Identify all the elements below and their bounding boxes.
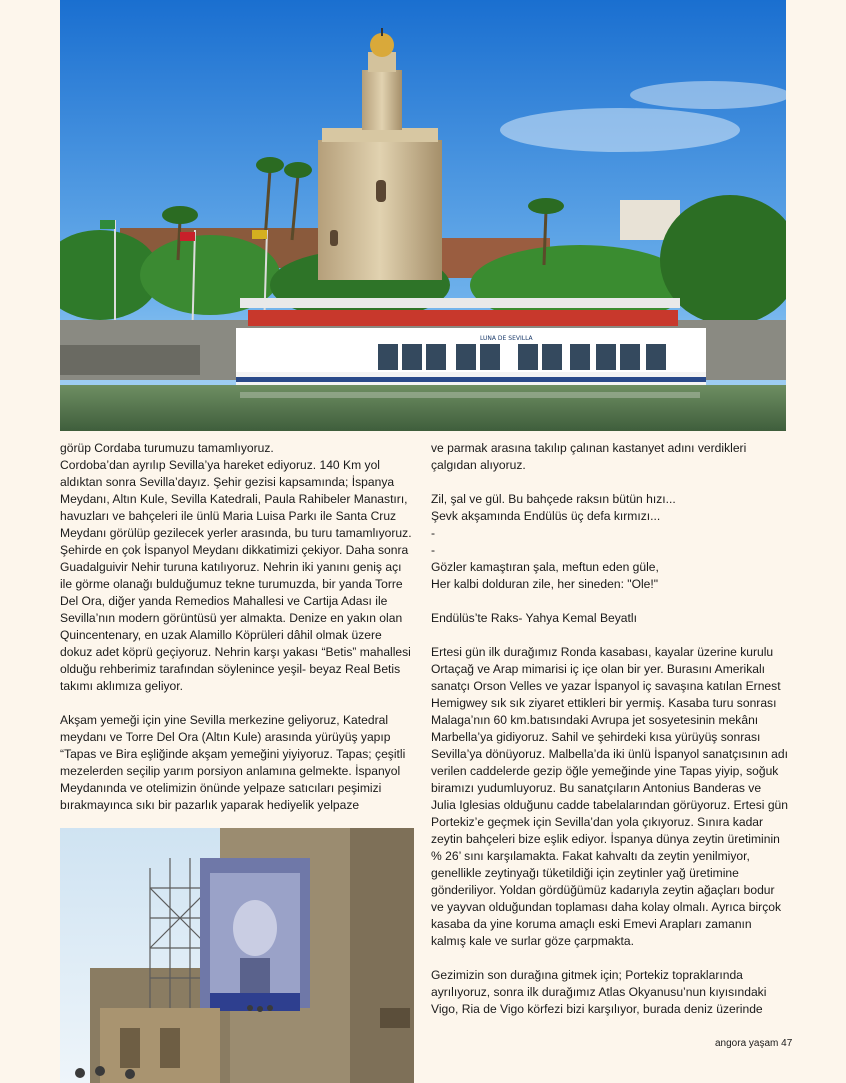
paragraph: Ertesi gün ilk durağımız Ronda kasabası, kayalar üzerine kurulu Ortaçağ ve Arap mimarisi iç içe olan bir yer. Burasını Amerikalı sanatçı Orson Velles ve yazar İspanyol iç savaşına katılan Ernest Hemigwey sık sık ziyaret ettikleri bir yermiş. Kasaba turu sonrası Malaga’nın 60 km.batısındaki Avrupa jet sosyetesinin mekânı Marbella’ya gidiyoruz. Sahil ve şehirdeki kısa yürüyüş sonrası Sevilla’ya dönüyoruz. Malbella’da iki ünlü İspanyol sanatçısının adı verilen caddelerde gezip öğle yemeğinde yine Tapas yiyip, soğuk biramızı yudumluyoruz. Bu sanatçıların Antonius Banderas ve Julia Iglesias olduğunu cadde tabelalarından görüyoruz. Ertesi gün Portekiz’e geçmek için Sevilla’dan yola çıkıyoruz. Sınıra kadar zeytin bahçeleri bize eşlik ediyor. İspanya dünya zeytin üretiminin % 26’ sını karşılamakta. Fakat kahvaltı da zeytin yenilmiyor, genellikle zeytinyağı tüketildiği için zeytinler yağ üretimine gönderiliyor. Yoldan gördüğümüz kadarıyla zeytin ağaçları bodur ve yayvan olduğundan toplaması daha kolay olmalı. Ayrıca birçok kasaba da yine koruma amaçlı eski Emevi Arapları zamanın kalmış kale ve surlar göze çarpmakta. [431, 645, 789, 948]
page-footer [715, 1038, 792, 1049]
paragraph-gap [431, 593, 789, 610]
poem-attribution: Endülüs’te Raks- Yahya Kemal Beyatlı [431, 611, 637, 625]
paragraph-gap [431, 950, 789, 967]
page-number: 47 [781, 1038, 793, 1049]
poem-line: Şevk akşamında Endülüs üç defa kırmızı... [431, 509, 661, 523]
paragraph: Cordoba’dan ayrılıp Sevilla’ya hareket ediyoruz. 140 Km yol aldıktan sonra Sevilla’dayız. Şehir gezisi kapsamında; İspanya Meydanı, Altın Kule, Sevilla Katedrali, Paula Rahibeler Manastırı, havuzları ve bahçeleri ile ünlü Maria Luisa Parkı ile Santa Cruz Meydanı görülüp gezilecek yerler arasında, bu turu tamamlıyoruz. Şehirde en çok İspanyol Meydanı dikkatimizi çekiyor. Daha sonra Guadalguivir Nehir turuna katılıyoruz. Nehrin iki yanını geniş açı ile görme olanağı bulduğumuz tekne turumuzda, bir yanda Torre Del Ora, diğer yanda Remedios Mahallesi ve Cartija Adası ile Sevilla’nın modern görüntüsü yer almakta. Denize en yakın olan Quincentenary, en uzak Alamillo Köprüleri dâhil olmak üzere dokuz adet köprü geçiyoruz. Nehrin karşı yakası “Betis” mahallesi olduğu rehberimiz tarafından söylenince yeşil- beyaz Real Betis takımı aklımıza geliyor. [60, 458, 412, 693]
paragraph-gap [431, 474, 789, 491]
paragraph: görüp Cordaba turumuzu tamamlıyoruz. [60, 441, 274, 455]
poem-line: - [431, 526, 436, 540]
boat-name-label: LUNA DE SEVILLA [480, 335, 533, 342]
poem-line: - [431, 543, 436, 557]
paragraph: Gezimizin son durağına gitmek için; Portekiz topraklarında ayrılıyoruz, sonra ilk durağımız Atlas Okyanusu’nun kıyısındaki Vigo, Ria de Vigo körfezi bizi karşılıyor, burada deniz üzerinde [431, 968, 767, 1016]
paragraph: Akşam yemeği için yine Sevilla merkezine geliyoruz, Katedral meydanı ve Torre Del Ora (Altın Kule) arasında yürüyüş yapıp “Tapas ve Bira eşliğinde akşam yemeğini yiyiyoruz. Tapas; çeşitli mezelerden seçilip yarım porsiyon anlamına gelmekte. İspanyol Meydanında ve otelimizin önünde yelpaze satıcıları peşimizi bırakmayınca sıkı bir pazarlık yaparak hediyelik yelpaze [60, 713, 406, 812]
paragraph-gap [431, 627, 789, 644]
poem-line: Her kalbi dolduran zile, her sineden: "Ole!" [431, 577, 659, 591]
paragraph-gap [60, 695, 412, 712]
right-text-column [431, 440, 789, 1018]
paragraph: ve parmak arasına takılıp çalınan kastanyet adını verdikleri çalgıdan alıyoruz. [431, 441, 747, 472]
poem-line: Gözler kamaştıran şala, meftun eden güle, [431, 560, 659, 574]
cathedral-photo [60, 828, 414, 1083]
left-text-column [60, 440, 412, 814]
poem-line: Zil, şal ve gül. Bu bahçede raksın bütün hızı... [431, 492, 676, 506]
hero-photo-torre-del-oro [60, 0, 786, 431]
magazine-name: angora yaşam [715, 1038, 779, 1049]
